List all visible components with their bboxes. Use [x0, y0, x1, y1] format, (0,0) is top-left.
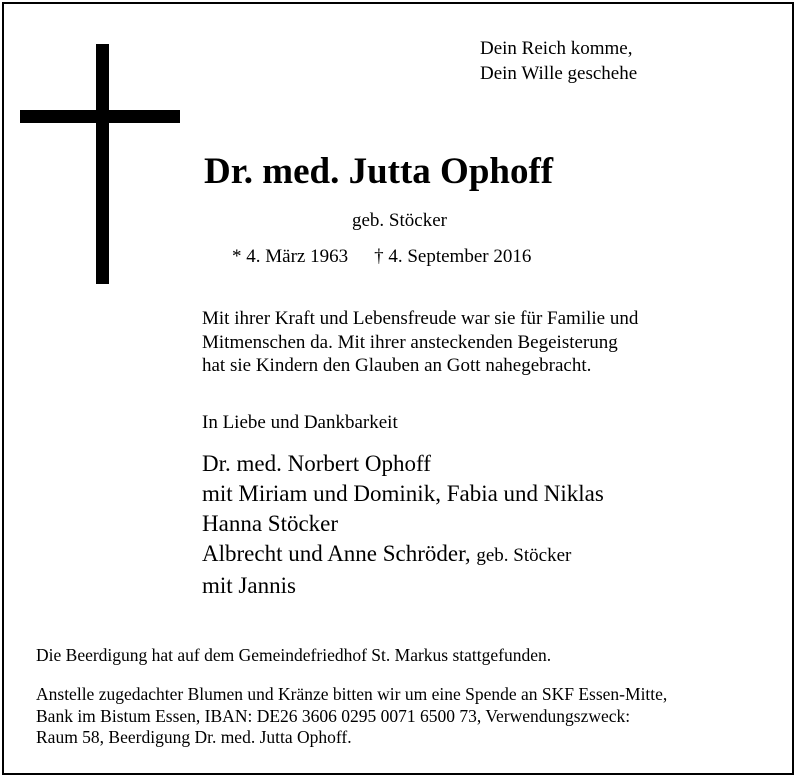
mourner-line-1: Dr. med. Norbert Ophoff — [202, 451, 431, 476]
tribute-line-3: hat sie Kindern den Glauben an Gott nahegebracht. — [202, 355, 592, 376]
mourner-line-4-note: geb. Stöcker — [476, 545, 572, 566]
mourner-line-5: mit Jannis — [202, 573, 296, 598]
quote-line-2: Dein Wille geschehe — [480, 63, 638, 84]
mourner-line-2: mit Miriam und Dominik, Fabia und Niklas — [202, 481, 604, 506]
cross-vertical-beam — [96, 44, 109, 284]
mourner-line-4-main: Albrecht und Anne Schröder, — [202, 541, 471, 566]
donation-line-2: Bank im Bistum Essen, IBAN: DE26 3606 0295 0071 6500 73, Verwendungszweck: — [36, 705, 631, 726]
dedication: In Liebe und Dankbarkeit — [202, 412, 398, 433]
birth-date: * 4. März 1963 — [232, 246, 349, 267]
mourner-line-4 — [202, 539, 604, 571]
death-date: † 4. September 2016 — [374, 246, 532, 267]
cross-icon — [20, 44, 180, 284]
mourners-list — [202, 449, 604, 601]
donation-line-3: Raum 58, Beerdigung Dr. med. Jutta Ophoff. — [36, 727, 352, 747]
donation-notice — [36, 684, 667, 749]
tribute-text — [202, 307, 638, 378]
tribute-line-1: Mit ihrer Kraft und Lebensfreude war sie für Familie und — [202, 308, 639, 329]
burial-notice: Die Beerdigung hat auf dem Gemeindefriedhof St. Markus stattgefunden. — [36, 645, 552, 665]
life-dates — [232, 245, 531, 269]
donation-line-1: Anstelle zugedachter Blumen und Kränze bitten wir um eine Spende an SKF Essen-Mitte, — [36, 684, 668, 704]
deceased-name: Dr. med. Jutta Ophoff — [204, 151, 554, 192]
birth-name: geb. Stöcker — [352, 210, 447, 231]
bible-quote — [480, 36, 637, 86]
mourner-line-3: Hanna Stöcker — [202, 511, 339, 536]
tribute-line-2: Mitmenschen da. Mit ihrer ansteckenden Begeisterung — [202, 331, 618, 353]
cross-horizontal-beam — [20, 110, 180, 123]
quote-line-1: Dein Reich komme, — [480, 38, 633, 59]
